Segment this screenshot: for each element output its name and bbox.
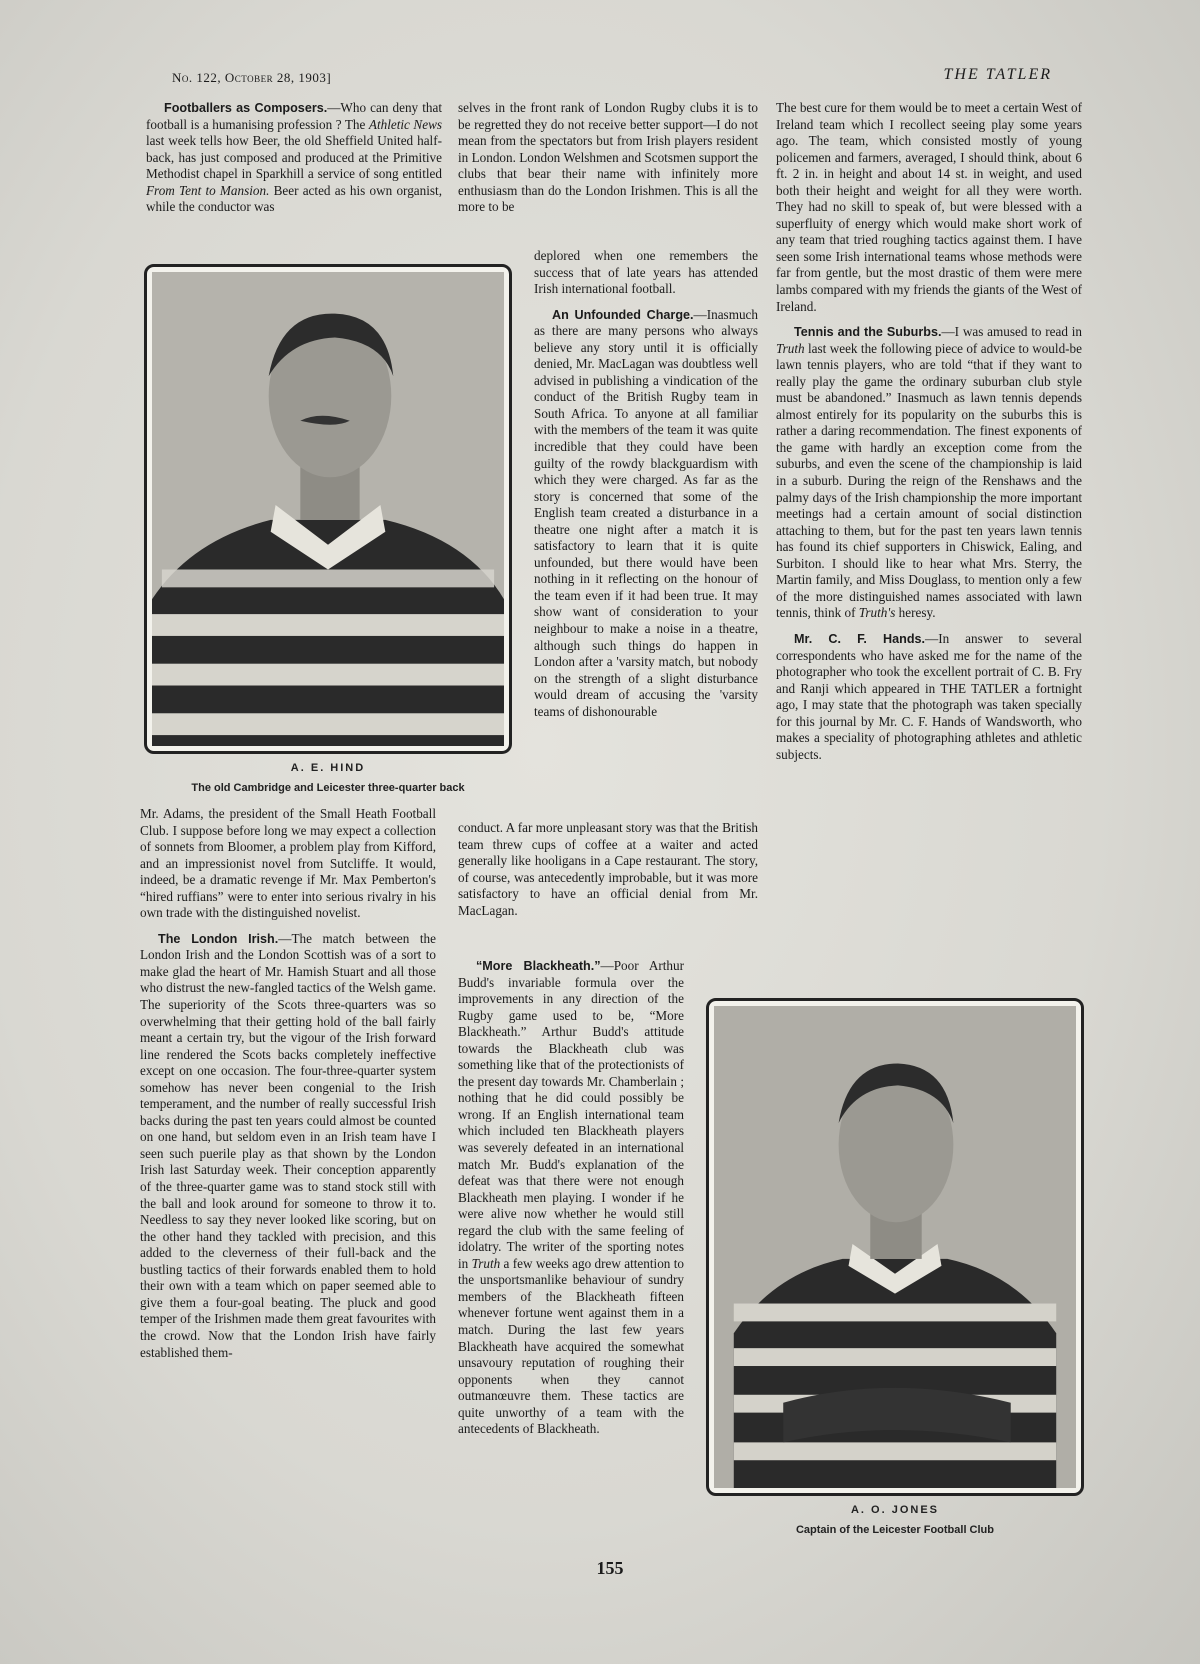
- column-2-bottom: [458, 958, 684, 1544]
- issue-date: No. 122, October 28, 1903]: [172, 70, 332, 85]
- heading-more-blackheath: “More Blackheath.”: [476, 959, 601, 973]
- masthead: THE TATLER: [943, 66, 1052, 83]
- heading-unfounded-charge: An Unfounded Charge.: [552, 307, 694, 322]
- column-3: [776, 100, 1082, 975]
- heading-footballers-composers: Footballers as Composers.: [164, 101, 328, 115]
- portrait-hind: [152, 272, 504, 746]
- paragraph-cf-hands: Mr. C. F. Hands.—In answer to several correspondents who have asked me for the name of the photographer who took the excellent portrait of C. B. Fry and Ranji which appeared in THE TATLER a fortnight ago, I may state that the photograph was taken specially for this journal by Mr. C. F. Hands of Wandsworth, who makes a speciality of photographing athletes and athletic subjects.: [776, 630, 1082, 762]
- column-1-bottom: [140, 806, 436, 1544]
- running-header: [172, 68, 1052, 90]
- column-2-wide: [458, 820, 758, 954]
- portrait-jones: [714, 1006, 1076, 1488]
- heading-london-irish: The London Irish.: [158, 931, 279, 946]
- paragraph-irish-football-cont: deplored when one remembers the success that of late years has attended Irish international football.: [534, 248, 758, 297]
- player-portrait-icon: [714, 1006, 1076, 1488]
- photo-hind-frame: [144, 264, 512, 754]
- paragraph-london-irish: The London Irish.—The match between the London Irish and the London Scottish was of a sort to make glad the heart of Mr. Hamish Stuart and all those who distrust the new-fangled tactics of the Welsh game. The superiority of the Scots three-quarters was so overwhelming that their getting hold of the ball fairly meant a certain try, but the vigour of the Irish forward line rendered the Scots backs completely ineffective except on one occasion. The four-three-quarter system somehow has never been congenial to the Irish temperament, and the number of really successful Irish backs during the past ten years could almost be counted on one hand, but seldom even in an Irish team have I seen such puerile play as that shown by the London Irish last Saturday week. Their conception apparently of the three-quarter game was to stand stock still with the ball and look around for someone to throw it to. Needless to say they never looked like scoring, but on the other hand they tackled with precision, and this added to the cleverness of their full-back and the bustling tactics of their forwards enabled them to hold their own with a team which on paper seemed able to give them a four-goal beating. The pluck and good temper of the Irishmen made them great favourites with the crowd. Now that the London Irish have fairly established them-: [140, 930, 436, 1360]
- paragraph-unfounded-charge-cont: conduct. A far more unpleasant story was that the British team threw cups of coffee at a waiter and acted generally like hooligans in a Cape restaurant. The story, of course, was antecedently improbable, but it was more satisfactory to have an official denial from Mr. MacLagan.: [458, 820, 758, 918]
- heading-cf-hands: Mr. C. F. Hands.: [794, 631, 926, 646]
- caption-jones-name: A. O. JONES: [850, 1504, 940, 1516]
- caption-jones-desc: Captain of the Leicester Football Club: [795, 1524, 995, 1536]
- caption-jones: [706, 1500, 1084, 1540]
- paragraph-small-heath: Mr. Adams, the president of the Small Heath Football Club. I suppose before long we may expect a collection of sonnets from Bloomer, a problem play from Kifford, and an impressionist novel from Sutcliffe. It would, indeed, be a dramatic revenge if Mr. Max Pemberton's “hired ruffians” were to enter into serious rivalry in his own trade with the distinguished novelist.: [140, 806, 436, 921]
- caption-hind: [140, 758, 516, 798]
- paragraph-tennis-suburbs: Tennis and the Suburbs.—I was amused to read in Truth last week the following piece of advice to would-be lawn tennis players, who are told “that if they want to really play the game the ordinary suburban club style must be abandoned.” Inasmuch as lawn tennis depends almost entirely for its popularity on the suburbs this is rather a daring recommendation. The finest exponents of the game with hardly an exception come from the suburbs, and even the scene of the championship is laid in a suburb. During the reign of the Renshaws and the palmy days of the Irish championship the more important meetings had a certain amount of social distinction attaching to them, but for the past ten years lawn tennis has found its chief supporters in Chiswick, Ealing, and Surbiton. I should like to hear what Mrs. Sterry, the Martin family, and Miss Douglass, to mention only a few of the more distinguished names associated with lawn tennis, think of Truth's heresy.: [776, 324, 1082, 621]
- player-portrait-icon: [152, 272, 504, 746]
- column-1-top: [146, 100, 442, 252]
- column-2-narrow: [534, 248, 758, 823]
- paragraph-unfounded-charge: An Unfounded Charge.—Inasmuch as there are many persons who always believe any story until it is officially denied, Mr. MacLagan was doubtless well advised in publishing a vindication of the conduct of the British Rugby team in South Africa. To anyone at all familiar with the members of the team it was quite incredible that they could have been guilty of the rowdy blackguardism with which they were charged. As far as the story is concerned that some of the English team created a disturbance in a theatre one night after a match it is satisfactory to learn that it is quite unfounded, but there would have been nothing in it reflecting on the honour of the team even if it had been true. It may show want of consideration to your neighbour to make a noise in a theatre, although such things do happen in London after a 'varsity match, but nobody on the strength of a slight disturbance would dream of accusing the 'varsity teams of dishonourable: [534, 306, 758, 719]
- caption-hind-name: A. E. HIND: [290, 762, 366, 774]
- paragraph-london-irish-cont: selves in the front rank of London Rugby clubs it is to be regretted they do not receive better support—I do not mean from the spectators but from Irish players resident in London. London Welshmen and Scotsmen support the clubs that bear their name with infinitely more enthusiasm than do the London Irishmen. This is all the more to be: [458, 100, 758, 215]
- paragraph-west-of-ireland: The best cure for them would be to meet a certain West of Ireland team which I recollect seeing play some years ago. The team, which consisted mostly of young policemen and farmers, averaged, I should think, about 6 ft. 2 in. in height and about 14 st. in weight, and used both their height and weight for all they were worth. They had no skill to speak of, but were blessed with a superfluity of energy which would make short work of any team that tried roughing tactics against them. I have seen some Irish international teams whose methods were far from gentle, but the most drastic of them were mere lambs compared with my friends the giants of the West of Ireland.: [776, 100, 1082, 314]
- page-number: 155: [596, 1558, 624, 1578]
- paragraph-more-blackheath: “More Blackheath.”—Poor Arthur Budd's invariable formula over the improvements in any direction of the Rugby game used to be, “More Blackheath.” Arthur Budd's attitude towards the Blackheath club was something like that of the protectionists of the present day towards Mr. Chamberlain ; nothing that he did could possibly be wrong. If an English international team which included ten Blackheath players was severely defeated in an international match Mr. Budd's explanation of the defeat was that there were not enough Blackheath men playing. I wonder if he were alive now whether he would still regard the club with the same feeling of idolatry. The writer of the sporting notes in Truth a few weeks ago drew attention to the unsportsmanlike behaviour of sundry members of the Blackheath fifteen whenever fortune went against them in a match. During the last few years Blackheath have acquired the somewhat unsavoury reputation of roughing their opponents when they cannot outmanœuvre them. These tactics are quite unworthy of a team with the antecedents of Blackheath.: [458, 958, 684, 1437]
- heading-tennis-suburbs: Tennis and the Suburbs.: [794, 325, 942, 340]
- column-2-top: [458, 100, 758, 252]
- photo-jones-frame: [706, 998, 1084, 1496]
- paragraph-footballers-composers: Footballers as Composers.—Who can deny that football is a humanising profession ? The Athletic News last week tells how Beer, the old Sheffield United half-back, has just composed and produced at the Primitive Methodist chapel in Sparkhill a service of song entitled From Tent to Mansion. Beer acted as his own organist, while the conductor was: [146, 100, 442, 215]
- caption-hind-desc: The old Cambridge and Leicester three-quarter back: [191, 782, 465, 794]
